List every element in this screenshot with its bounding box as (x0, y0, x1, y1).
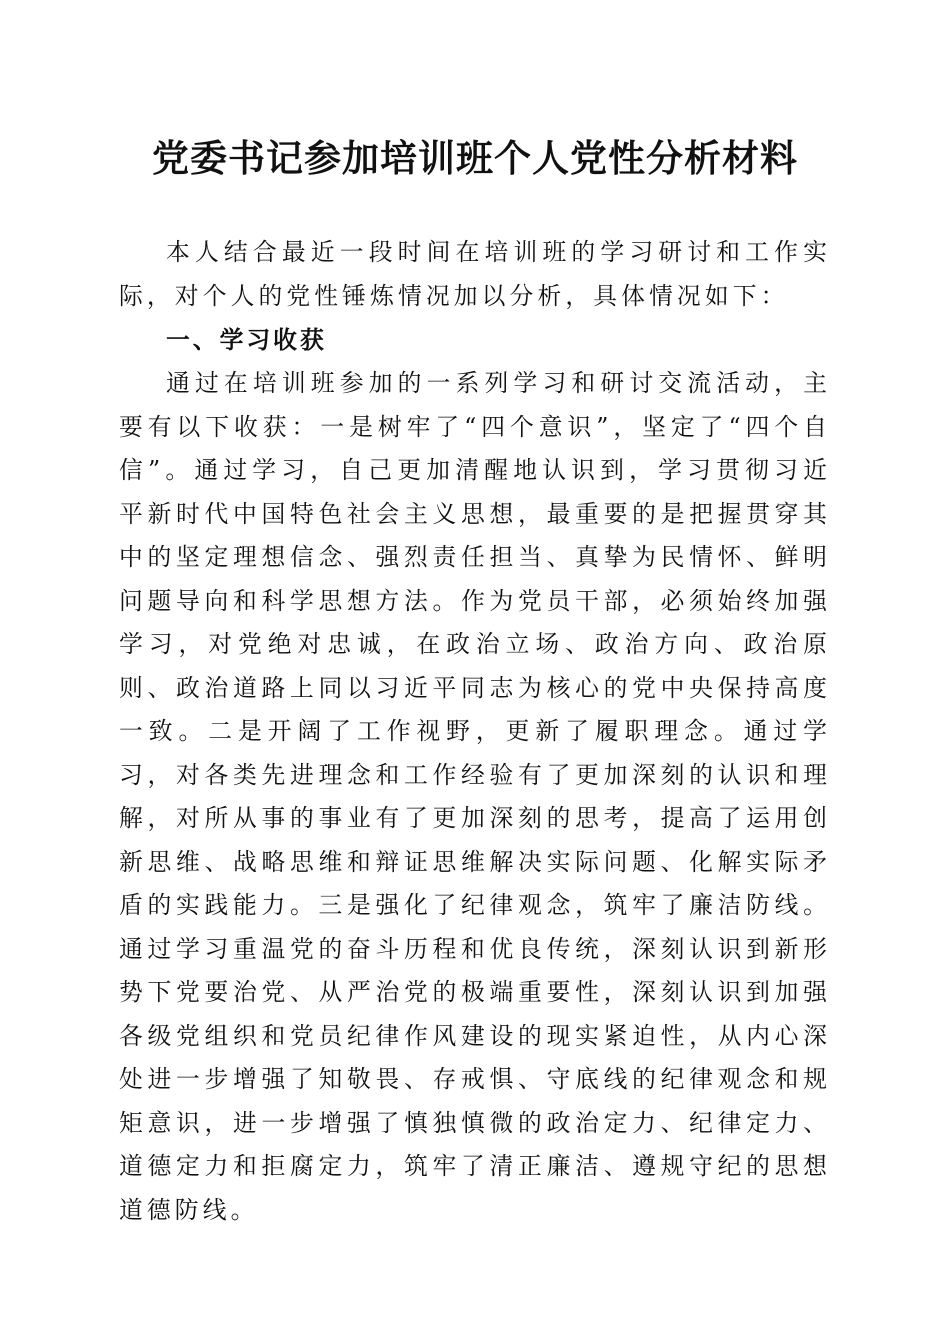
section-paragraph: 通过在培训班参加的一系列学习和研讨交流活动，主要有以下收获：一是树牢了“四个意识”，坚定了“四个自信”。通过学习，自己更加清醒地认识到，学习贯彻习近平新时代中国特色社会主义思想，最重要的是把握贯穿其中的坚定理想信念、强烈责任担当、真挚为民情怀、鲜明问题导向和科学思想方法。作为党员干部，必须始终加强学习，对党绝对忠诚，在政治立场、政治方向、政治原则、政治道路上同以习近平同志为核心的党中央保持高度一致。二是开阔了工作视野，更新了履职理念。通过学习，对各类先进理念和工作经验有了更加深刻的认识和理解，对所从事的事业有了更加深刻的思考，提高了运用创新思维、战略思维和辩证思维解决实际问题、化解实际矛盾的实践能力。三是强化了纪律观念，筑牢了廉洁防线。通过学习重温党的奋斗历程和优良传统，深刻认识到新形势下党要治党、从严治党的极端重要性，深刻认识到加强各级党组织和党员纪律作风建设的现实紧迫性，从内心深处进一步增强了知敬畏、存戒惧、守底线的纪律观念和规矩意识，进一步增强了慎独慎微的政治定力、纪律定力、道德定力和拒腐定力，筑牢了清正廉洁、遵规守纪的思想道德防线。 (119, 369, 831, 1224)
document-title: 党委书记参加培训班个人党性分析材料 (152, 136, 798, 180)
section-heading-learning-gains: 一、学习收获 (166, 326, 327, 354)
intro-paragraph: 本人结合最近一段时间在培训班的学习研讨和工作实际，对个人的党性锤炼情况加以分析，具体情况如下： (119, 238, 831, 310)
